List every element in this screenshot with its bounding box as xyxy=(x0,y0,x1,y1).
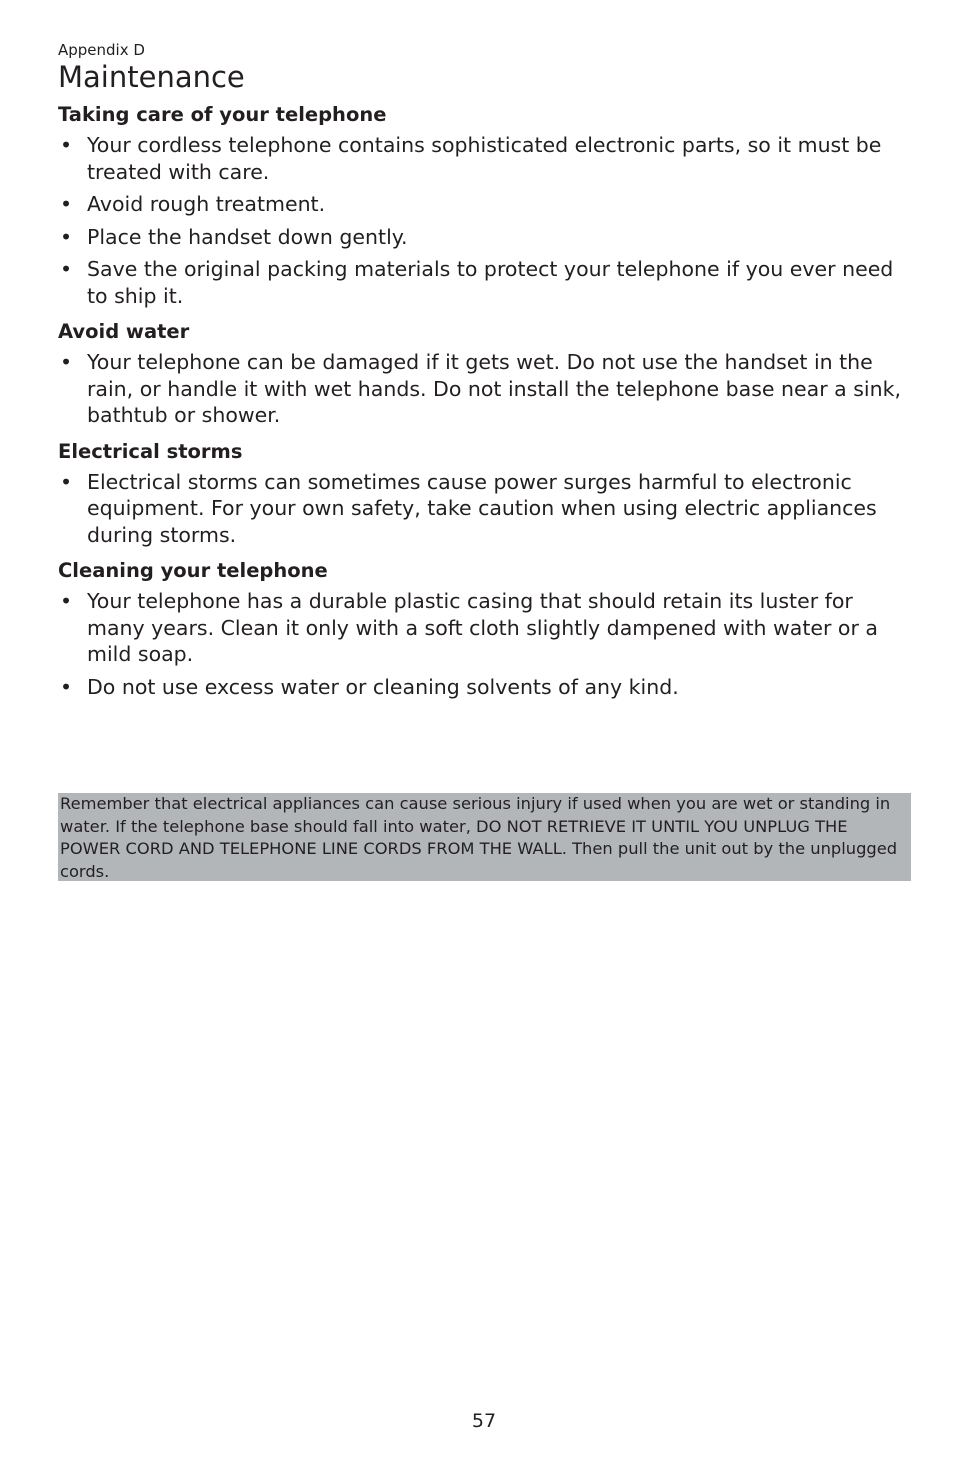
section-heading: Taking care of your telephone xyxy=(58,103,387,126)
bullet-icon: • xyxy=(60,350,73,374)
bullet-icon: • xyxy=(60,257,73,281)
appendix-label: Appendix D xyxy=(58,41,145,59)
section-taking-care xyxy=(58,102,911,309)
list-item-text: Your telephone has a durable plastic casing that should retain its luster for many years. Clean it only with a soft cloth slightly dampened with water or a mild soap. xyxy=(87,589,878,666)
list-item-text: Electrical storms can sometimes cause power surges harmful to electronic equipment. For your own safety, take caution when using electric appliances during storms. xyxy=(87,469,877,547)
list-item-text: Save the original packing materials to protect your telephone if you ever need to ship it. xyxy=(87,257,894,308)
list-item xyxy=(58,256,911,309)
bullet-list xyxy=(58,588,911,700)
bullet-icon: • xyxy=(60,192,73,216)
list-item-text: Do not use excess water or cleaning solvents of any kind. xyxy=(87,674,679,699)
list-item xyxy=(58,224,911,251)
section-heading: Electrical storms xyxy=(58,439,243,463)
section-heading: Cleaning your telephone xyxy=(58,559,328,582)
list-item xyxy=(58,132,911,185)
bullet-list xyxy=(58,469,911,549)
bullet-list xyxy=(58,132,911,309)
section-heading: Avoid water xyxy=(58,320,190,343)
bullet-icon: • xyxy=(60,133,73,157)
list-item-text: Your telephone can be damaged if it gets wet. Do not use the handset in the rain, or handle it with wet hands. Do not install the telephone base near a sink, bathtub or shower. xyxy=(87,350,901,427)
page-number: 57 xyxy=(471,1410,497,1432)
bullet-list xyxy=(58,349,911,429)
page-content xyxy=(58,40,911,710)
page-title: Maintenance xyxy=(58,60,245,94)
list-item xyxy=(58,588,911,668)
list-item-text: Place the handset down gently. xyxy=(87,224,408,249)
section-cleaning xyxy=(58,558,911,700)
safety-note-box: Remember that electrical appliances can cause serious injury if used when you are wet or standing in water. If the telephone base should fall into water, DO NOT RETRIEVE IT UNTIL YOU UNPLUG THE POWER CORD AND TELEPHONE LINE CORDS FROM THE WALL. Then pull the unit out by the unplugged cords. xyxy=(58,793,911,881)
list-item xyxy=(58,469,911,549)
list-item xyxy=(58,191,911,218)
bullet-icon: • xyxy=(60,469,73,494)
bullet-icon: • xyxy=(60,589,73,613)
bullet-icon: • xyxy=(60,674,73,699)
section-electrical-storms xyxy=(58,439,911,549)
list-item xyxy=(58,674,911,701)
list-item-text: Avoid rough treatment. xyxy=(87,192,326,216)
section-avoid-water xyxy=(58,319,911,429)
list-item xyxy=(58,349,911,429)
bullet-icon: • xyxy=(60,224,73,249)
list-item-text: Your cordless telephone contains sophisticated electronic parts, so it must be treated with care. xyxy=(87,133,882,184)
